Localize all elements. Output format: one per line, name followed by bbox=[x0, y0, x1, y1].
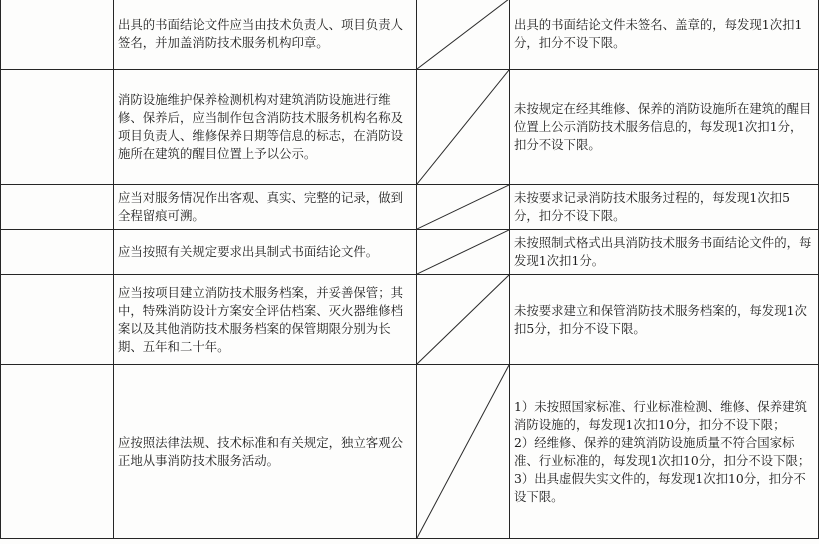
penalty-cell: 未按要求记录消防技术服务过程的，每发现1次扣5分，扣分不设下限。 bbox=[510, 185, 819, 230]
diagonal-line bbox=[417, 70, 509, 184]
table-row bbox=[1, 70, 819, 185]
penalty-cell: 未按照制式格式出具消防技术服务书面结论文件的，每发现1次扣1分。 bbox=[510, 230, 819, 275]
penalty-item: 2）经维修、保养的建筑消防设施质量不符合国家标准、行业标准的，每发现1次扣10分，扣分不设下限； bbox=[514, 434, 811, 468]
penalty-cell: 出具的书面结论文件未签名、盖章的，每发现1次扣1分，扣分不设下限。 bbox=[510, 0, 819, 70]
diagonal-cell bbox=[417, 230, 510, 275]
diagonal-line bbox=[417, 185, 509, 229]
diagonal-line bbox=[417, 0, 509, 69]
requirement-cell: 消防设施维护保养检测机构对建筑消防设施进行维修、保养后，应当制作包含消防技术服务机构名称及项目负责人、维修保养日期等信息的标志，在消防设施所在建筑的醒目位置上予以公示。 bbox=[114, 70, 417, 185]
diagonal-line bbox=[417, 365, 509, 538]
diagonal-cell bbox=[417, 365, 510, 539]
diagonal-cell bbox=[417, 0, 510, 70]
penalty-item: 1）未按照国家标准、行业标准检测、维修、保养建筑消防设施的，每发现1次扣10分，扣分不设下限； bbox=[514, 398, 807, 432]
table-row bbox=[1, 185, 819, 230]
requirement-cell: 应当按项目建立消防技术服务档案，并妥善保管；其中，特殊消防设计方案安全评估档案、灭火器维修档案以及其他消防技术服务档案的保管期限分别为长期、五年和二十年。 bbox=[114, 275, 417, 365]
penalty-cell: 未按要求建立和保管消防技术服务档案的，每发现1次扣5分，扣分不设下限。 bbox=[510, 275, 819, 365]
category-cell bbox=[1, 365, 114, 539]
category-cell bbox=[1, 230, 114, 275]
table-row bbox=[1, 275, 819, 365]
table-row bbox=[1, 0, 819, 70]
penalty-cell: 未按规定在经其维修、保养的消防设施所在建筑的醒目位置上公示消防技术服务信息的，每发现1次扣1分，扣分不设下限。 bbox=[510, 70, 819, 185]
diagonal-cell bbox=[417, 185, 510, 230]
category-cell bbox=[1, 70, 114, 185]
table-row bbox=[1, 230, 819, 275]
diagonal-line bbox=[417, 230, 509, 274]
penalty-list-cell bbox=[510, 365, 819, 539]
requirement-cell: 应按照法律法规、技术标准和有关规定，独立客观公正地从事消防技术服务活动。 bbox=[114, 365, 417, 539]
category-cell bbox=[1, 185, 114, 230]
category-cell bbox=[1, 275, 114, 365]
requirement-cell: 出具的书面结论文件应当由技术负责人、项目负责人签名，并加盖消防技术服务机构印章。 bbox=[114, 0, 417, 70]
table-row bbox=[1, 365, 819, 539]
diagonal-cell bbox=[417, 70, 510, 185]
diagonal-cell bbox=[417, 275, 510, 365]
requirement-cell: 应当对服务情况作出客观、真实、完整的记录，做到全程留痕可溯。 bbox=[114, 185, 417, 230]
requirement-cell: 应当按照有关规定要求出具制式书面结论文件。 bbox=[114, 230, 417, 275]
penalty-item: 3）出具虚假失实文件的，每发现1次扣10分，扣分不设下限。 bbox=[514, 470, 806, 504]
diagonal-line bbox=[417, 275, 509, 364]
category-cell bbox=[1, 0, 114, 70]
